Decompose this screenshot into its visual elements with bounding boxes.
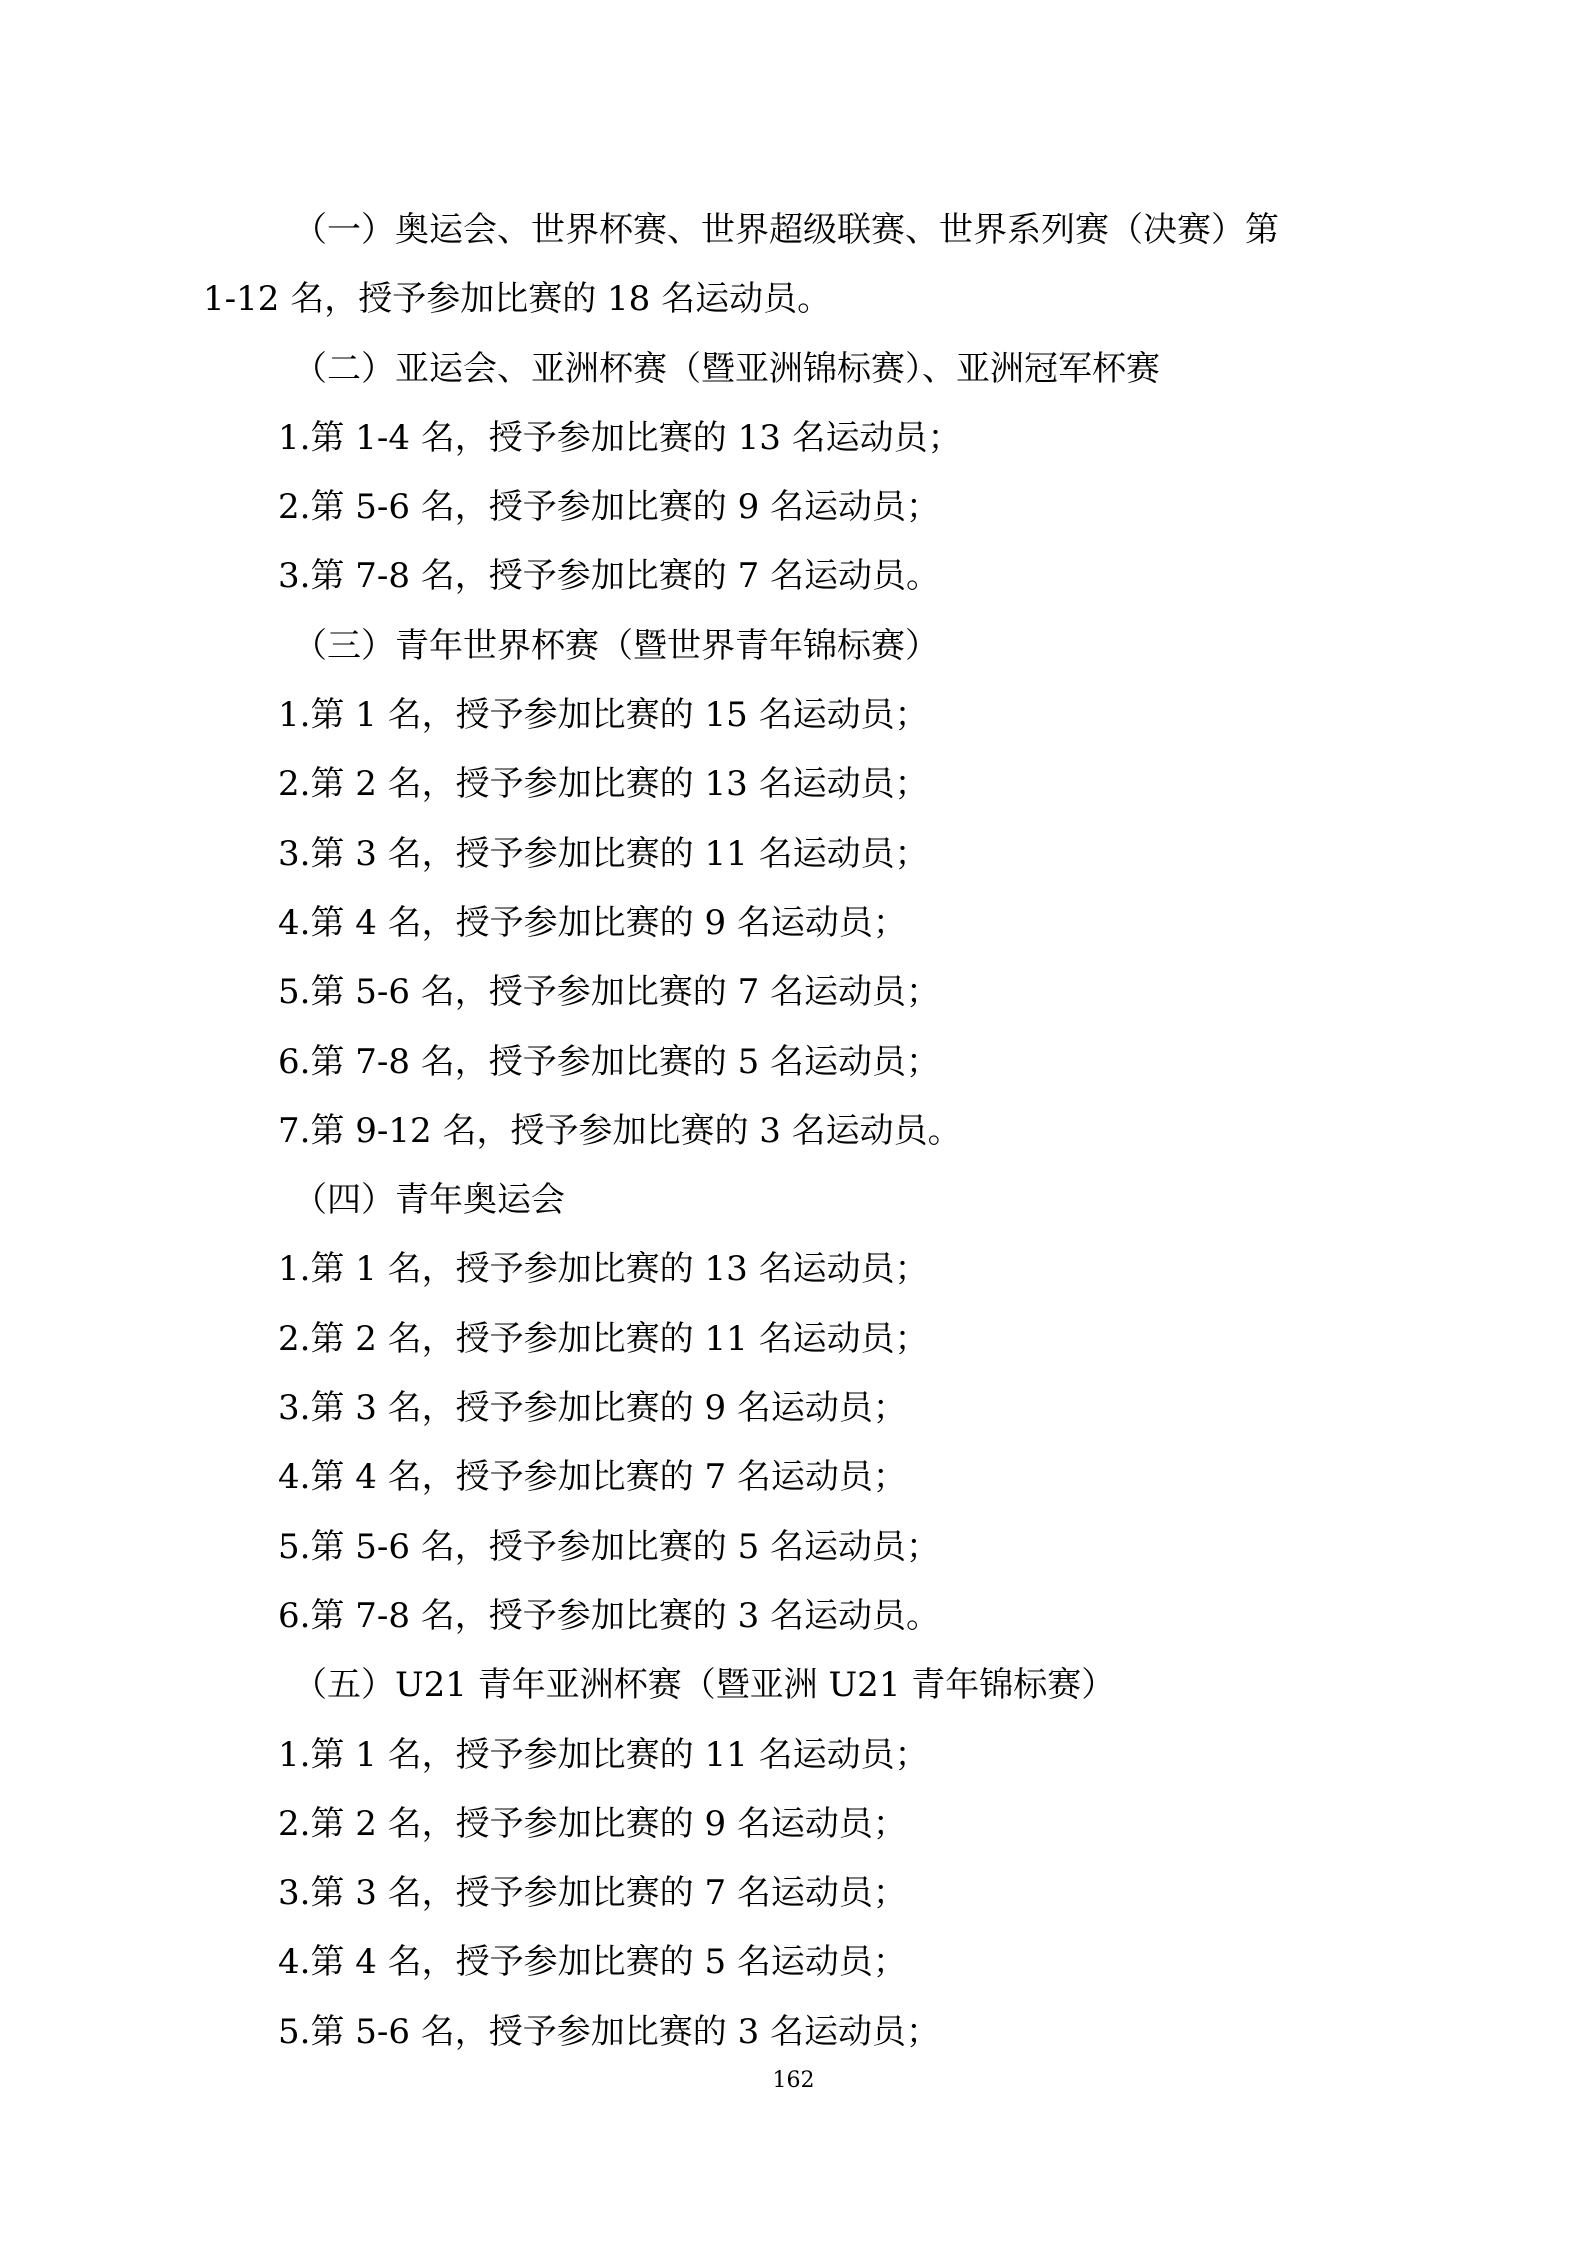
section-heading-3: （三）青年世界杯赛（暨世界青年锦标赛）	[293, 625, 939, 666]
list-item: 3.第 3 名，授予参加比赛的 11 名运动员；	[278, 833, 929, 874]
page-number: 162	[772, 2068, 815, 2093]
list-item: 1.第 1 名，授予参加比赛的 15 名运动员；	[278, 695, 929, 736]
list-item: 4.第 4 名，授予参加比赛的 5 名运动员；	[278, 1942, 907, 1983]
list-item: 5.第 5-6 名，授予参加比赛的 3 名运动员；	[278, 2011, 941, 2052]
list-item: 2.第 2 名，授予参加比赛的 9 名运动员；	[278, 1803, 907, 1844]
list-item: 7.第 9-12 名，授予参加比赛的 3 名运动员。	[278, 1110, 962, 1151]
list-item: 5.第 5-6 名，授予参加比赛的 5 名运动员；	[278, 1526, 941, 1567]
list-item: 3.第 7-8 名，授予参加比赛的 7 名运动员。	[278, 556, 941, 597]
document-body	[203, 196, 1403, 2067]
list-item: 2.第 2 名，授予参加比赛的 11 名运动员；	[278, 1318, 929, 1359]
section-heading-1: （一）奥运会、世界杯赛、世界超级联赛、世界系列赛（决赛）第	[293, 210, 1279, 250]
list-item: 1.第 1 名，授予参加比赛的 13 名运动员；	[278, 1249, 929, 1290]
list-item: 1.第 1 名，授予参加比赛的 11 名运动员；	[278, 1734, 929, 1775]
section-heading-2: （二）亚运会、亚洲杯赛（暨亚洲锦标赛）、亚洲冠军杯赛	[293, 348, 1160, 389]
list-item: 3.第 3 名，授予参加比赛的 9 名运动员；	[278, 1388, 907, 1429]
list-item: 4.第 4 名，授予参加比赛的 9 名运动员；	[278, 902, 907, 943]
section-heading-1-continuation: 1-12 名，授予参加比赛的 18 名运动员。	[203, 279, 832, 320]
list-item: 5.第 5-6 名，授予参加比赛的 7 名运动员；	[278, 972, 941, 1013]
section-heading-5: （五）U21 青年亚洲杯赛（暨亚洲 U21 青年锦标赛）	[293, 1665, 1116, 1706]
list-item: 4.第 4 名，授予参加比赛的 7 名运动员；	[278, 1457, 907, 1498]
section-heading-4: （四）青年奥运会	[293, 1180, 565, 1221]
list-item: 6.第 7-8 名，授予参加比赛的 3 名运动员。	[278, 1595, 941, 1636]
list-item: 2.第 5-6 名，授予参加比赛的 9 名运动员；	[278, 487, 941, 528]
list-item: 3.第 3 名，授予参加比赛的 7 名运动员；	[278, 1873, 907, 1914]
list-item: 1.第 1-4 名，授予参加比赛的 13 名运动员；	[278, 417, 962, 458]
list-item: 2.第 2 名，授予参加比赛的 13 名运动员；	[278, 764, 929, 805]
list-item: 6.第 7-8 名，授予参加比赛的 5 名运动员；	[278, 1041, 941, 1082]
